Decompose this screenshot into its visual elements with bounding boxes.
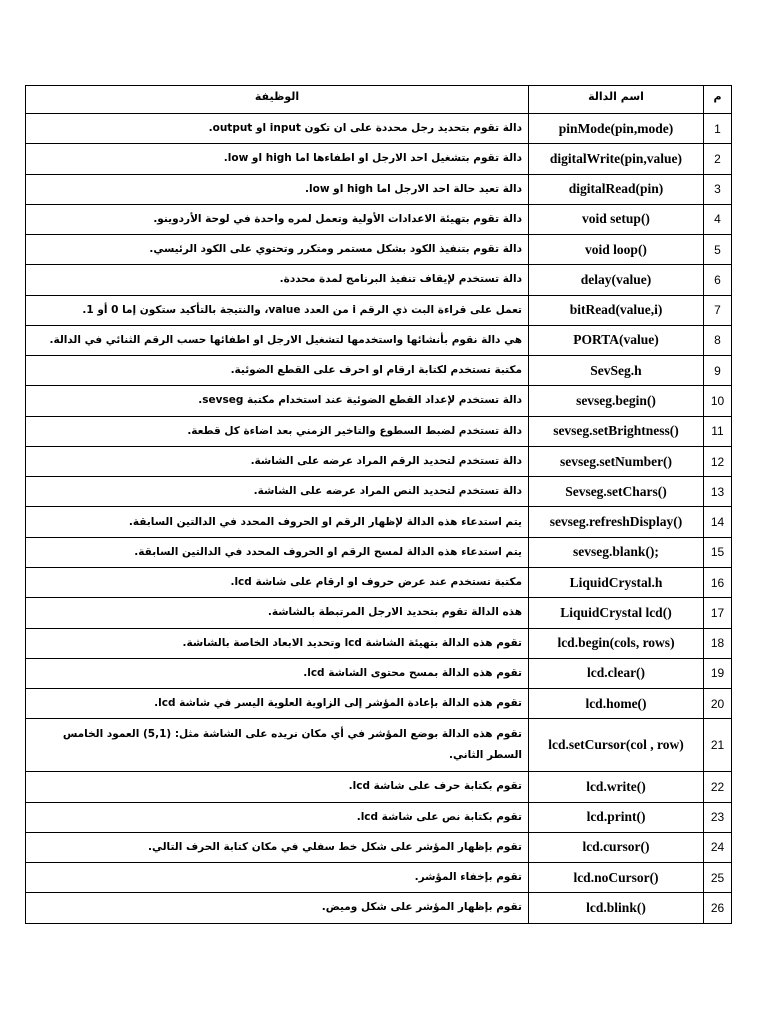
table-row [26,325,732,355]
table-row [26,893,732,923]
row-number: 23 [704,802,732,832]
row-description: دالة تقوم بتهيئة الاعدادات الأولية وتعمل لمره واحدة في لوحة الأردوينو. [26,204,529,234]
table-row [26,507,732,537]
header-function-name: اسم الدالة [529,86,704,114]
row-function-name: PORTA(value) [529,325,704,355]
table-row [26,144,732,174]
header-number: م [704,86,732,114]
table-row [26,235,732,265]
row-description: دالة تستخدم لإعداد القطع الضوئية عند استخدام مكتبة sevseg. [26,386,529,416]
table-row [26,772,732,802]
row-function-name: lcd.home() [529,689,704,719]
header-description: الوظيفة [26,86,529,114]
table-row [26,204,732,234]
row-description: تعمل على قراءة البت ذي الرقم i من العدد value، والنتيجة بالتأكيد ستكون إما 0 أو 1. [26,295,529,325]
row-number: 14 [704,507,732,537]
row-function-name: lcd.write() [529,772,704,802]
row-number: 17 [704,598,732,628]
row-number: 11 [704,416,732,446]
row-number: 13 [704,477,732,507]
row-description: تقوم بإظهار المؤشر على شكل خط سفلي في مكان كتابة الحرف التالي. [26,832,529,862]
row-description: هي دالة نقوم بأنشائها واستخدمها لتشغيل الارجل او اطفائها حسب الرقم الثنائي في الدالة. [26,325,529,355]
row-function-name: lcd.blink() [529,893,704,923]
row-function-name: bitRead(value,i) [529,295,704,325]
table-row [26,719,732,772]
row-function-name: void setup() [529,204,704,234]
row-description: مكتبة تستخدم عند عرض حروف او ارقام على شاشة lcd. [26,567,529,597]
table-row [26,689,732,719]
table-row [26,265,732,295]
row-number: 18 [704,628,732,658]
row-description: هذه الدالة تقوم بتحديد الارجل المرتبطة بالشاشة. [26,598,529,628]
table-body [26,114,732,924]
row-function-name: digitalRead(pin) [529,174,704,204]
row-number: 26 [704,893,732,923]
table-row [26,598,732,628]
row-description: تقوم هذه الدالة بوضع المؤشر في أي مكان نريده على الشاشة مثل: (5,1) العمود الخامس السطر الثاني. [26,719,529,772]
table-row [26,567,732,597]
table-row [26,537,732,567]
row-function-name: lcd.begin(cols, rows) [529,628,704,658]
table-row [26,114,732,144]
row-description: تقوم هذه الدالة بإعادة المؤشر إلى الزاوية العلوية اليسر في شاشة lcd. [26,689,529,719]
row-description: دالة تقوم بتشغيل احد الارجل او اطفاءها اما high او low. [26,144,529,174]
row-description: تقوم هذه الدالة بمسح محتوى الشاشة lcd. [26,658,529,688]
row-function-name: lcd.print() [529,802,704,832]
row-function-name: pinMode(pin,mode) [529,114,704,144]
row-number: 9 [704,356,732,386]
row-function-name: LiquidCrystal.h [529,567,704,597]
row-function-name: sevseg.begin() [529,386,704,416]
table-row [26,446,732,476]
row-number: 3 [704,174,732,204]
row-description: تقوم بإخفاء المؤشر. [26,863,529,893]
table-row [26,386,732,416]
table-row [26,174,732,204]
row-number: 25 [704,863,732,893]
row-description: تقوم بإظهار المؤشر على شكل وميض. [26,893,529,923]
table-row [26,356,732,386]
row-function-name: sevseg.setBrightness() [529,416,704,446]
row-number: 19 [704,658,732,688]
row-description: تقوم بكتابة حرف على شاشة lcd. [26,772,529,802]
table-row [26,477,732,507]
row-function-name: lcd.noCursor() [529,863,704,893]
row-description: دالة تستخدم لتحديد النص المراد عرضه على الشاشة. [26,477,529,507]
row-number: 2 [704,144,732,174]
table-header-row [26,86,732,114]
row-description: دالة تستخدم لإيقاف تنفيذ البرنامج لمدة محددة. [26,265,529,295]
row-description: دالة تستخدم لتحديد الرقم المراد عرضه على الشاشة. [26,446,529,476]
row-function-name: sevseg.blank(); [529,537,704,567]
table-row [26,863,732,893]
row-function-name: void loop() [529,235,704,265]
row-number: 24 [704,832,732,862]
row-number: 16 [704,567,732,597]
row-number: 6 [704,265,732,295]
functions-reference-table [25,85,732,924]
row-function-name: lcd.clear() [529,658,704,688]
row-function-name: LiquidCrystal lcd() [529,598,704,628]
row-number: 21 [704,719,732,772]
row-function-name: digitalWrite(pin,value) [529,144,704,174]
row-number: 10 [704,386,732,416]
row-number: 20 [704,689,732,719]
row-number: 4 [704,204,732,234]
row-function-name: lcd.cursor() [529,832,704,862]
row-number: 15 [704,537,732,567]
row-description: دالة تعيد حالة احد الارجل اما high او low. [26,174,529,204]
table-row [26,628,732,658]
row-description: يتم استدعاء هذه الدالة لإظهار الرقم او الحروف المحدد في الدالتين السابقة. [26,507,529,537]
row-number: 12 [704,446,732,476]
row-number: 7 [704,295,732,325]
table-row [26,832,732,862]
row-description: تقوم بكتابة نص على شاشة lcd. [26,802,529,832]
row-function-name: lcd.setCursor(col , row) [529,719,704,772]
table-row [26,416,732,446]
row-number: 8 [704,325,732,355]
table-row [26,658,732,688]
row-function-name: delay(value) [529,265,704,295]
row-number: 5 [704,235,732,265]
row-function-name: sevseg.setNumber() [529,446,704,476]
row-description: دالة تستخدم لضبط السطوع والتاخير الزمني بعد اضاءة كل قطعة. [26,416,529,446]
row-number: 1 [704,114,732,144]
row-function-name: Sevseg.setChars() [529,477,704,507]
row-description: تقوم هذه الدالة بتهيئة الشاشة lcd وتحديد الابعاد الخاصة بالشاشة. [26,628,529,658]
table-row [26,295,732,325]
table-row [26,802,732,832]
row-description: يتم استدعاء هذه الدالة لمسح الرقم او الحروف المحدد في الدالتين السابقة. [26,537,529,567]
row-number: 22 [704,772,732,802]
row-description: دالة تقوم بتحديد رجل محددة على ان تكون input او output. [26,114,529,144]
row-description: دالة تقوم بتنفيذ الكود بشكل مستمر ومتكرر وتحتوي على الكود الرئيسي. [26,235,529,265]
row-description: مكتبة تستخدم لكتابة ارقام او احرف على القطع الضوئية. [26,356,529,386]
row-function-name: SevSeg.h [529,356,704,386]
row-function-name: sevseg.refreshDisplay() [529,507,704,537]
